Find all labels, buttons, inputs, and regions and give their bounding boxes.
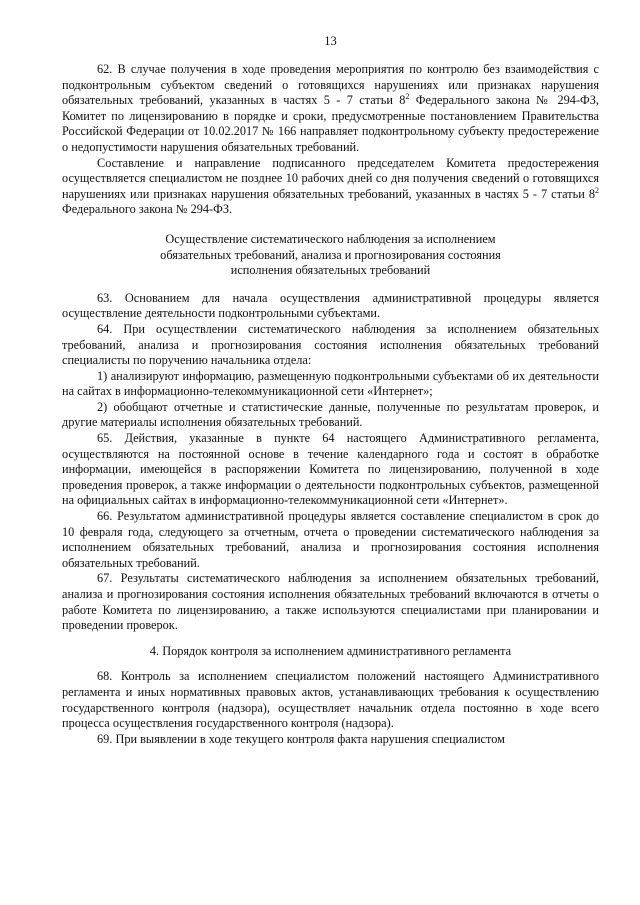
paragraph xyxy=(62,732,599,748)
text-run: 65. Действия, указанные в пункте 64 настоящего Административного регламента, осуществляются на постоянной основе в течение календарного года и состоят в обработке информации, имеющейся в распоряжении Комитета по лицензированию, полученной в ходе проведения проверок, а также информации о деятельности подконтрольных субъектов, размещенной на официальных сайтах в информационно-телекоммуникационной сети «Интернет». xyxy=(62,431,599,508)
heading-line: Осуществление систематического наблюдения за исполнением xyxy=(165,231,496,246)
text-run: 67. Результаты систематического наблюдения за исполнением обязательных требований, анализа и прогнозирования состояния исполнения обязательных требований включаются в отчеты о работе Комитета по лицензированию, а также используются специалистами при планировании и проведении проверок. xyxy=(62,571,599,633)
superscript: 2 xyxy=(405,92,410,102)
text-run: 64. При осуществлении систематического наблюдения за исполнением обязательных требований, анализа и прогнозирования состояния исполнения обязательных требований специалисты по поручению начальника отдела: xyxy=(62,321,599,368)
paragraph xyxy=(62,400,599,431)
heading-line: 4. Порядок контроля за исполнением административного регламента xyxy=(149,643,512,658)
text-run: 69. При выявлении в ходе текущего контроля факта нарушения специалистом xyxy=(97,731,505,746)
paragraph xyxy=(62,369,599,400)
paragraph xyxy=(62,291,599,322)
paragraph xyxy=(62,669,599,731)
text-run: 68. Контроль за исполнением специалистом положений настоящего Административного регламента и иных нормативных правовых актов, устанавливающих требования к осуществлению государственного контроля (надзора), осуществляет начальник отдела постоянно в ходе всего процесса осуществления государственного контроля (надзора). xyxy=(62,669,599,731)
paragraph xyxy=(62,62,599,156)
section-heading xyxy=(62,644,599,660)
paragraph xyxy=(62,431,599,509)
paragraph xyxy=(62,509,599,571)
text-run: 1) анализируют информацию, размещенную подконтрольными субъектами об их деятельности на сайтах в информационно-телекоммуникационной сети «Интернет»; xyxy=(62,368,599,399)
text-run: 2) обобщают отчетные и статистические данные, полученные по результатам проверок, и другие материалы исполнения обязательных требований. xyxy=(62,399,599,430)
text-run: 66. Результатом административной процедуры является составление специалистом в срок до 10 февраля года, следующего за отчетным, отчета о проведении систематического наблюдения за исполнением обязательных требований, анализа и прогнозирования состояния исполнения обязательных требований. xyxy=(62,509,599,570)
document-body xyxy=(62,62,599,747)
text-run: Федерального закона № 294-ФЗ, Комитет по лицензированию в порядке и сроки, предусмотренные постановлением Правительства Российской Федерации от 10.02.2017 № 166 направляет подконтрольному субъекту предостережение о недопустимости нарушения обязательных требований. xyxy=(62,93,600,154)
superscript: 2 xyxy=(595,185,599,195)
text-run: Федерального закона № 294-ФЗ. xyxy=(62,202,233,217)
heading-line: исполнения обязательных требований xyxy=(230,263,431,278)
paragraph xyxy=(62,322,599,369)
paragraph xyxy=(62,571,599,633)
text-run: 62. В случае получения в ходе проведения мероприятия по контролю без взаимодействия с подконтрольным субъектом сведений о готовящихся нарушениях или признаках нарушения обязательных требований, указанных в частях 5 - 7 статьи 8 xyxy=(62,62,599,108)
text-run: 63. Основанием для начала осуществления административной процедуры является осуществление деятельности подконтрольными субъектами. xyxy=(62,290,599,321)
text-run: Составление и направление подписанного председателем Комитета предостережения осуществляется специалистом не позднее 10 рабочих дней со дня получения сведений о готовящихся нарушениях или признаках нарушения обязательных требований, указанных в частях 5 - 7 статьи 8 xyxy=(62,155,599,201)
page-number: 13 xyxy=(324,34,337,48)
heading-line: обязательных требований, анализа и прогнозирования состояния xyxy=(160,247,501,262)
section-heading xyxy=(62,232,599,279)
paragraph xyxy=(62,156,599,218)
